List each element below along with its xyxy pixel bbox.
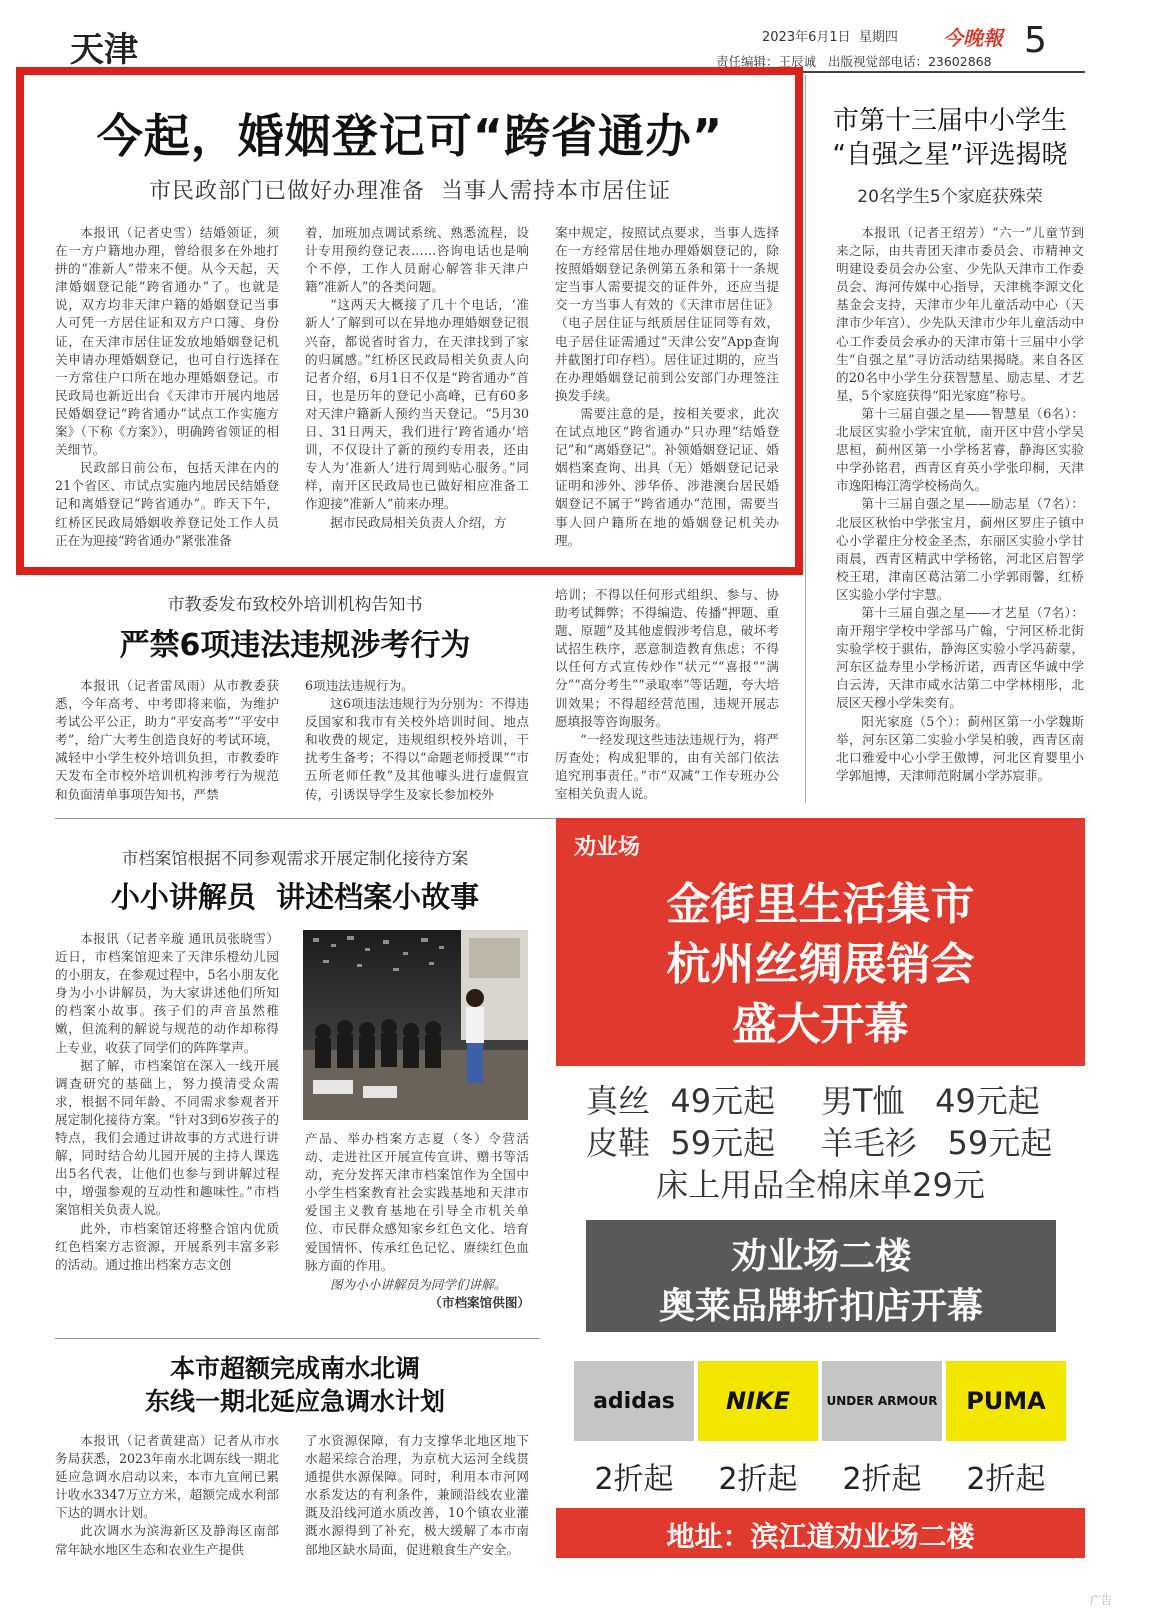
ad-banner-line-1: 劝业场二楼 [730, 1236, 911, 1277]
archive-headline: 小小讲解员 讲述档案小故事 [110, 880, 480, 914]
puma-logo [946, 1361, 1066, 1441]
ad-tag: 广告 [1090, 1594, 1112, 1607]
paragraph: 需要注意的是，按相关要求，此次在试点地区“跨省通办”只办理“结婚登记”和“离婚登记”。补领婚姻登记证、婚姻档案查询、出具（无）婚姻登记记录证明和涉外、涉华侨、涉港澳台居民婚姻登记不属于“跨省通办”范围，需要当事人回户籍所在地的婚姻登记机关办理。 [555, 405, 779, 548]
editor: 责任编辑：王辰诚 [716, 54, 817, 69]
under-armour-logo [822, 1361, 942, 1441]
paragraph: 据市民政局相关负责人介绍，方 [330, 514, 507, 530]
ad-item [821, 1076, 1040, 1122]
paragraph: 产品、举办档案方志夏（冬）令营活动、走进社区开展宣传宣讲、赠书等活动，充分发挥天津市档案馆作为全国中小学生档案教育社会实践基地和天津市爱国主义教育基地在引导全市机关单位、市民群众感知家乡红色文化、培育爱国情怀、传承红色记忆、赓续红色血脉方面的作用。 [305, 1131, 529, 1273]
archive-col-1 [55, 930, 279, 1274]
paragraph: 了水资源保障，有力支撑华北地区地下水超采综合治理，为京杭大运河全线贯通提供水源保障。同时，利用本市河网水系发达的有利条件，兼顾沿线农业灌溉及沿线河道水质改善，10个镇农业灌溉水源得到了补充，极大缓解了本市南部地区缺水局面，促进粮食生产安全。 [305, 1433, 529, 1557]
right-headline-line1: 市第十三届中小学生 [832, 106, 1067, 136]
advertisement [556, 818, 1085, 1612]
paragraph: 此次调水为滨海新区及静海区南部常年缺水地区生态和农业生产提供 [55, 1523, 279, 1557]
edu-headline: 严禁6项违法违规涉考行为 [119, 628, 471, 663]
discount-label: 2折起 [842, 1462, 922, 1497]
ad-item [586, 1118, 775, 1164]
paragraph: 这6项违法违规行为分别为：不得违反国家和我市有关校外培训时间、地点和收费的规定，违规组织校外培训，干扰考生备考；不得以“命题老师授课”“市五所老师任教”及其他噱头进行虚假宣传，引诱误导学生及家长参加校外 [305, 696, 529, 802]
discount-label: 2折起 [594, 1462, 674, 1497]
paragraph: 培训；不得以任何形式组织、参与、协助考试舞弊；不得编造、传播“押题、重题、原题”及其他虚假涉考信息，破坏考试招生秩序，恶意制造教育焦虑；不得以任何方式宣传炒作“状元”“喜报”“满分”“高分考生”“录取率”等话题，夸大培训效果；不得超经营范围，违规开展志愿填报等咨询服务。 [555, 587, 779, 729]
nike-logo [698, 1361, 818, 1441]
water-headline [40, 1352, 550, 1418]
paragraph: 据了解，市档案馆在深入一线开展调查研究的基础上，努力摸清受众需求，根据不同年龄、不同需求参观者开展定制化接待方案。“针对3到6岁孩子的特点，我们会通过讲故事的方式进行讲解，同时结合幼儿园开展的主持人课选出5名代表，让他们也参与到讲解过程中，增强参观的互动性和趣味性。”市档案馆相关负责人说。 [55, 1057, 279, 1218]
photo-illustration [303, 930, 528, 1120]
archive-col-2 [305, 1130, 529, 1275]
paper-logo: 今晚報 [943, 26, 1003, 50]
paragraph: 本报讯（记者史雪）结婚领证，须在一方户籍地办理，曾给很多在外地打拼的“准新人”带来不便。从今天起，天津婚姻登记能“跨省通办”了。也就是说，双方均非天津户籍的婚姻登记当事人可凭一方居住证和双方户口簿、身份证，在天津市居住证发放地婚姻登记机关申请办理婚姻登记，也可自行选择在一方常住户口所在地办理婚姻登记。市民政局也新近出台《天津市开展内地居民婚姻登记“跨省通办”试点工作实施方案》（下称《方案》），明确跨省领证的相关细节。 [55, 225, 279, 458]
ad-item [586, 1076, 775, 1122]
item-price: 59元起 [947, 1124, 1053, 1162]
brand-name: UNDER ARMOUR [826, 1394, 938, 1408]
brand-name: adidas [593, 1388, 675, 1414]
main-col-2 [305, 224, 529, 532]
paragraph: 第十三届自强之星——智慧星（6名）：北辰区实验小学宋宜航，南开区中营小学吴思桓，蓟州区第一小学杨茗睿，静海区实验中学孙铭君，西青区育英小学张印桐，天津市逸阳梅江湾学校杨尚久。 [836, 405, 1084, 494]
brand-name: NIKE [725, 1387, 790, 1415]
paragraph: 本报讯（记者黄建高）记者从市水务局获悉，2023年南水北调东线一期北延应急调水启动以来，本市九宣闸已累计收水3347万立方米，超额完成水利部下达的调水计划。 [55, 1433, 279, 1521]
paragraph: 6项违法违规行为。 [305, 678, 414, 693]
item-name: 羊毛衫 [821, 1124, 918, 1162]
issue-date [762, 26, 898, 45]
paragraph: 本报讯（记者王绍芳）“六一”儿童节到来之际，由共青团天津市委员会、市精神文明建设委员会办公室、少先队天津市工作委员会、海河传媒中心指导，天津桃李源文化基金会支持，天津市少年儿童活动中心（天津市少年宫）、少先队天津市少年儿童活动中心工作委员会承办的天津市第十三届中小学生“自强之星”寻访活动结果揭晓。来自各区的20名中小学生分获智慧星、励志星、才艺星，5个家庭获得“阳光家庭”称号。 [836, 225, 1084, 403]
discount-label: 2折起 [718, 1462, 798, 1497]
main-col-3 [555, 224, 779, 550]
paragraph: 案中规定，按照试点要求，当事人选择在一方经常居住地办理婚姻登记的，除按照婚姻登记条例第五条和第十一条规定当事人需要提交的证件外，还应当提交一方当事人有效的《天津市居住证》（电子居住证与纸质居住证同等有效，电子居住证需通过“天津公安”App查询并截图打印存档）。居住证过期的，应当在办理婚姻登记前到公安部门办理签注换发手续。 [555, 225, 779, 403]
main-col-1 [55, 224, 279, 550]
section-rule [55, 1338, 540, 1339]
date: 2023年6月1日 [762, 30, 851, 45]
right-body [836, 224, 1084, 785]
item-price: 49元起 [935, 1082, 1040, 1120]
water-headline-line2: 东线一期北延应急调水计划 [144, 1387, 445, 1416]
paragraph: “一经发现这些违法违规行为，将严厉查处；构成犯罪的，由有关部门依法追究刑事责任。”市“双减”工作专班办公室相关负责人说。 [555, 731, 779, 802]
edu-col-2 [305, 677, 529, 804]
adidas-logo [574, 1361, 694, 1441]
item-name: 男T恤 [821, 1082, 905, 1120]
paragraph: 民政部日前公布，包括天津在内的21个省区、市试点实施内地居民结婚登记和离婚登记“跨省通办”。昨天下午，红桥区民政局婚姻收养登记处工作人员正在为迎接“跨省通办”紧张准备 [55, 460, 279, 548]
page-number: 5 [1024, 20, 1047, 61]
archive-kicker: 市档案馆根据不同参观需求开展定制化接待方案 [121, 849, 469, 868]
paragraph: 第十三届自强之星——才艺星（7名）：南开翔宇学校中学部马广翰，宁河区桥北街实验学校于骐佑，静海区实验小学冯薪蒙，河东区益寿里小学杨沂诺，西青区华诚中学白云涛，天津市咸水沽第二中学林栩彤，北辰区天穆小学朱奕有。 [836, 604, 1084, 711]
main-subheadline: 市民政部门已做好办理准备 当事人需持本市居住证 [149, 179, 671, 204]
main-headline: 今起，婚姻登记可“跨省通办” [96, 109, 724, 163]
ad-line-2: 杭州丝绸展销会 [666, 939, 975, 990]
right-subheadline: 20名学生5个家庭获殊荣 [857, 187, 1043, 207]
item-name: 真丝 [586, 1082, 651, 1120]
photo-caption: 图为小小讲解员为同学们讲解。 [330, 1277, 507, 1292]
edu-col-1 [55, 677, 279, 804]
weekday: 星期四 [858, 30, 898, 45]
paragraph: “这两天大概接了几十个电话，‘准新人’了解到可以在异地办理婚姻登记很兴奋，都说省时省力，在天津找到了家的归属感。”红桥区民政局相关负责人向记者介绍，6月1日不仅是“跨省通办”首日，也是历年的登记小高峰，已有60多对天津户籍新人预约当天登记。“5月30日、31日两天，我们进行‘跨省通办’培训，不仅设计了新的预约专用表，还由专人为‘准新人’进行周到贴心服务。”同样，南开区民政局也已做好相应准备工作迎接“准新人”前来办理。 [305, 297, 529, 512]
right-headline [815, 104, 1085, 172]
paragraph: 第十三届自强之星——励志星（7名）：北辰区秋怡中学张宝月，蓟州区罗庄子镇中心小学翟庄分校金圣杰，东丽区实验小学甘雨晨，西青区精武中学杨铭，河北区启智学校王珺，津南区葛沽第二小学郭雨馨，红桥区实验小学付宇慧。 [836, 496, 1084, 602]
ad-venue-tag: 劝业场 [574, 835, 641, 860]
edu-col-3 [555, 586, 779, 803]
water-col-2 [305, 1432, 529, 1559]
ad-bedding: 床上用品全棉床单29元 [656, 1166, 985, 1204]
photo-credit: （市档案馆供图） [429, 1295, 530, 1310]
paragraph: 本报讯（记者辛璇 通讯员张晓雪）近日，市档案馆迎来了天津乐橙幼儿园的小朋友，在参观过程中，5名小朋友化身为小小讲解员，为大家讲述他们所知的档案小故事。孩子们的声音虽然稚嫩，但流利的解说与规范的动作却称得上专业，收获了同学们的阵阵掌声。 [55, 931, 279, 1055]
archive-photo [303, 930, 528, 1120]
section-name: 天津 [70, 30, 138, 70]
paragraph: 此外，市档案馆还将整合馆内优质红色档案方志资源，开展系列丰富多彩的活动。通过推出档案方志文创 [55, 1220, 279, 1272]
ad-line-1: 金街里生活集市 [666, 879, 975, 930]
water-col-1 [55, 1432, 279, 1559]
item-name: 皮鞋 [586, 1124, 651, 1162]
phone: 出版视觉部电话：23602868 [827, 54, 992, 69]
right-headline-line2: “自强之星”评选揭晓 [832, 140, 1068, 170]
paragraph: 阳光家庭（5个）：蓟州区第一小学魏斯举，河东区第二实验小学吴柏骏，西青区南北口雅爱中心小学王傲博，河北区育婴里小学郭旭博，天津师范附属小学苏宸菲。 [836, 713, 1084, 783]
brand-name: PUMA [966, 1387, 1046, 1415]
column-divider [805, 75, 806, 803]
discount-label: 2折起 [966, 1462, 1046, 1497]
water-headline-line1: 本市超额完成南水北调 [169, 1354, 420, 1383]
ad-item [821, 1118, 1052, 1164]
ad-address: 地址：滨江道劝业场二楼 [666, 1520, 975, 1553]
ad-banner-line-2: 奥莱品牌折扣店开幕 [658, 1286, 983, 1327]
edu-kicker: 市教委发布致校外培训机构告知书 [167, 595, 423, 615]
ad-line-3: 盛大开幕 [732, 999, 909, 1050]
item-price: 49元起 [670, 1082, 776, 1120]
paragraph: 着，加班加点调试系统、熟悉流程，设计专用预约登记表……咨询电话也是响个不停，工作人员耐心解答非天津户籍“准新人”的各类问题。 [305, 225, 529, 295]
item-price: 59元起 [670, 1124, 776, 1162]
paragraph: 本报讯（记者雷凤雨）从市教委获悉，今年高考、中考即将来临，为维护考试公平公正，助力“平安高考”“平安中考”，给广大考生创造良好的考试环境，减轻中小学生校外培训负担，市教委昨天发布全市校外培训机构涉考行为规范和负面清单事项告知书，严禁 [55, 678, 279, 802]
